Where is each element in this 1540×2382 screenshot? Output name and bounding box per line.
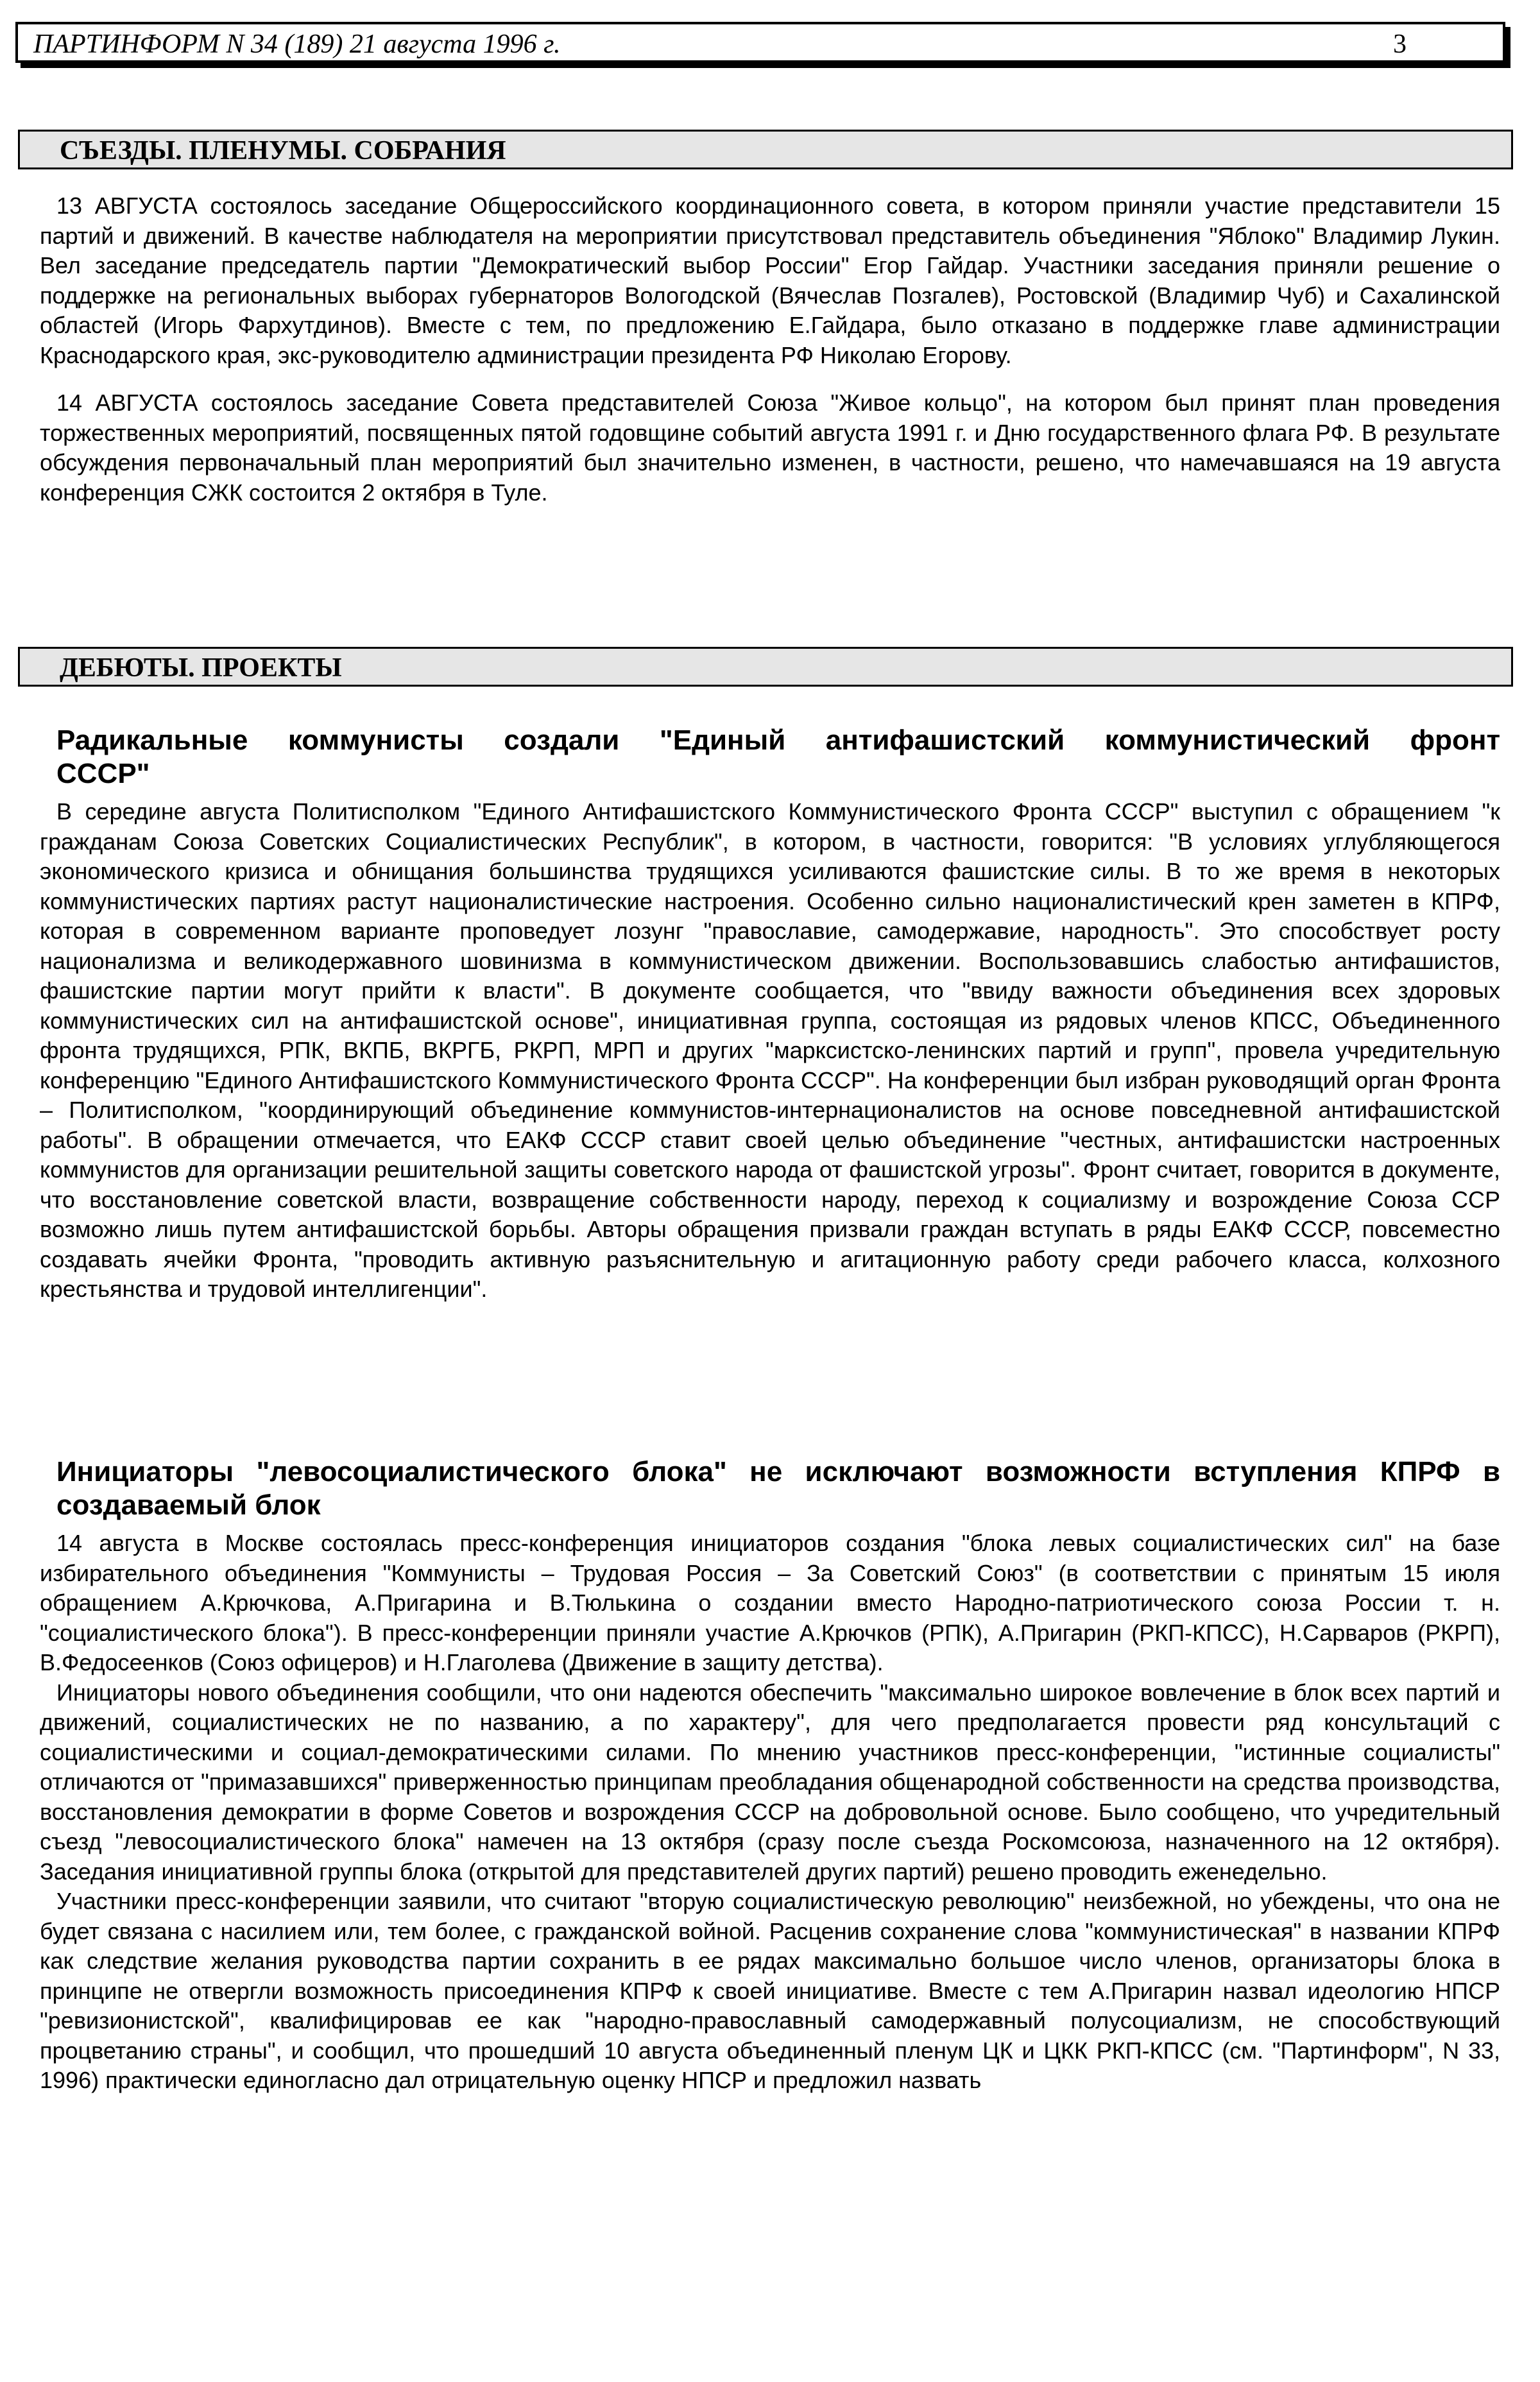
page-header: [15, 22, 1505, 63]
article-headline: [56, 1455, 1500, 1522]
section-title: ДЕБЮТЫ. ПРОЕКТЫ: [60, 653, 342, 683]
article-headline: [56, 724, 1500, 791]
article-body: [40, 1529, 1500, 2096]
article-paragraph: Инициаторы нового объединения сообщили, что они надеются обеспечить "максимально широкое вовлечение в блок всех партий и движений, социалистических не по названию, а по характеру", для чего предполагается провести ряд консультаций с социалистическими и социал-демократическими силами. По мнению участников пресс-конференции, "истинные социалисты" отличаются от "примазавшихся" приверженностью принципам преобладания общенародной собственности на средства производства, восстановления демократии в форме Советов и возрождения СССР на добровольной основе. Было сообщено, что учредительный съезд "левосоциалистического блока" намечен на 13 октября (сразу после съезда Роскомсоюза, назначенного на 12 октября). Заседания инициативной группы блока (открытой для представителей других партий) решено проводить еженедельно.: [40, 1679, 1500, 1885]
section-congresses-body: [40, 191, 1500, 508]
article-body: [40, 797, 1500, 1305]
headline-line: Инициаторы "левосоциалистического блока" не исключают возможности вступления КПРФ в: [56, 1456, 1500, 1487]
headline-line: создаваемый блок: [56, 1489, 321, 1521]
section-heading-congresses: [18, 130, 1513, 169]
headline-line: СССР": [56, 758, 150, 789]
publication-title: ПАРТИНФОРМ N 34 (189) 21 августа 1996 г.: [33, 30, 561, 59]
headline-line: Радикальные коммунисты создали "Единый антифашистский коммунистический фронт: [56, 724, 1500, 756]
article-paragraph: 14 августа в Москве состоялась пресс-конференция инициаторов создания "блока левых социалистических сил" на базе избирательного объединения "Коммунисты – Трудовая Россия – За Советский Союз" (в соответствии с принятым 15 июля обращением А.Крючкова, А.Пригарина и В.Тюлькина о создании вместо Народно-патриотического союза России т. н. "социалистического блока"). В пресс-конференции приняли участие А.Крючков (РПК), А.Пригарин (РКП-КПСС), Н.Сарваров (РКРП), В.Федосеенков (Союз офицеров) и Н.Глаголева (Движение в защиту детства).: [40, 1530, 1500, 1675]
article-paragraph: В середине августа Политисполком "Единого Антифашистского Коммунистического Фронта СССР" выступил с обращением "к гражданам Союза Советских Социалистических Республик", в котором, в частности, говорится: "В условиях углубляющегося экономического кризиса и обнищания большинства трудящихся усиливаются фашистские силы. В то же время в некоторых коммунистических партиях растут националистические настроения. Особенно сильно националистический крен заметен в КПРФ, которая в современном варианте проповедует лозунг "православие, самодержавие, народность". Это способствует росту национализма и великодержавного шовинизма в коммунистическом движении. Воспользовавшись слабостью антифашистов, фашистские партии могут прийти к власти". В документе сообщается, что "ввиду важности объединения всех здоровых коммунистических сил на антифашистской основе", инициативная группа, состоящая из рядовых членов КПСС, Объединенного фронта трудящихся, РПК, ВКПБ, ВКРГБ, РКРП, МРП и других "марксистско-ленинских партий и групп", провела учредительную конференцию "Единого Антифашистского Коммунистического Фронта СССР". На конференции был избран руководящий орган Фронта – Политисполком, "координирующий объединение коммунистов-интернационалистов на основе повседневной антифашистской работы". В обращении отмечается, что ЕАКФ СССР ставит своей целью объединение "честных, антифашистски настроенных коммунистов для организации решительной защиты советского народа от фашистской угрозы". Фронт считает, говорится в документе, что восстановление советской власти, возвращение собственности народу, переход к социализму и возрождение Союза ССР возможно лишь путем антифашистской борьбы. Авторы обращения призвали граждан вступать в ряды ЕАКФ СССР, повсеместно создавать ячейки Фронта, "проводить активную разъяснительную и агитационную работу среди рабочего класса, колхозного крестьянства и трудовой интеллигенции".: [40, 798, 1500, 1302]
news-item: 14 АВГУСТА состоялось заседание Совета представителей Союза "Живое кольцо", на котором был принят план проведения торжественных мероприятий, посвященных пятой годовщине событий августа 1991 г. и Дню государственного флага РФ. В результате обсуждения первоначальный план мероприятий был значительно изменен, в частности, решено, что намечавшаяся на 19 августа конференция СЖК состоится 2 октября в Туле.: [40, 390, 1500, 506]
news-item: 13 АВГУСТА состоялось заседание Общероссийского координационного совета, в котором приняли участие представители 15 партий и движений. В качестве наблюдателя на мероприятии присутствовал представитель объединения "Яблоко" Владимир Лукин. Вел заседание председатель партии "Демократический выбор России" Егор Гайдар. Участники заседания приняли решение о поддержке на региональных выборах губернаторов Вологодской (Вячеслав Позгалев), Ростовской (Владимир Чуб) и Сахалинской областей (Игорь Фархутдинов). Вместе с тем, по предложению Е.Гайдара, было отказано в поддержке главе администрации Краснодарского края, экс-руководителю администрации президента РФ Николаю Егорову.: [40, 193, 1500, 368]
page-number: 3: [1393, 30, 1407, 59]
article-paragraph: Участники пресс-конференции заявили, что считают "вторую социалистическую революцию" неизбежной, но убеждены, что она не будет связана с насилием или, тем более, с гражданской войной. Расценив сохранение слова "коммунистическая" в названии КПРФ как следствие желания руководства партии сохранить в ее рядах максимально большое число членов, организаторы блока в принципе не отвергли возможность присоединения КПРФ к своей инициативе. Вместе с тем А.Пригарин назвал идеологию НПСР "ревизионистской", квалифицировав ее как "народно-православный самодержавный полусоциализм, не способствующий процветанию страны", и сообщил, что прошедший 10 августа объединенный пленум ЦК и ЦКК РКП-КПСС (см. "Партинформ", N 33, 1996) практически единогласно дал отрицательную оценку НПСР и предложил назвать: [40, 1888, 1500, 2093]
section-heading-debuts: [18, 647, 1513, 687]
section-title: СЪЕЗДЫ. ПЛЕНУМЫ. СОБРАНИЯ: [60, 136, 506, 166]
